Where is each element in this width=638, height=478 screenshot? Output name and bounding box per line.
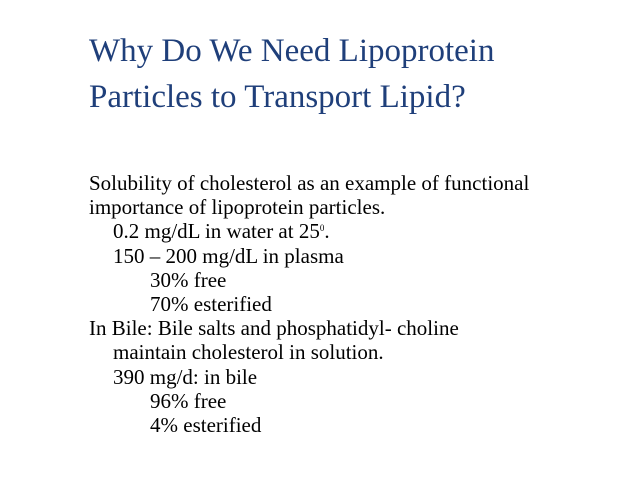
bile-amount-line: 390 mg/d: in bile xyxy=(113,364,258,389)
slide-body xyxy=(89,171,634,437)
bile-line-1: In Bile: Bile salts and phosphatidyl- choline xyxy=(89,316,459,341)
intro-line-2: importance of lipoprotein particles. xyxy=(89,195,386,220)
plasma-free-line: 30% free xyxy=(150,267,227,292)
intro-line-1: Solubility of cholesterol as an example of functional xyxy=(89,171,530,195)
water-solubility-text: 0.2 mg/dL in water at 25 xyxy=(113,219,320,244)
water-solubility-line xyxy=(89,219,634,243)
slide-title xyxy=(89,28,629,120)
bile-esterified-line: 4% esterified xyxy=(150,412,262,437)
degree-superscript: 0 xyxy=(319,223,325,234)
bile-free-line: 96% free xyxy=(150,388,227,413)
title-line-2: Particles to Transport Lipid? xyxy=(89,79,466,115)
water-solubility-suffix: . xyxy=(324,219,330,244)
plasma-esterified-line: 70% esterified xyxy=(150,291,272,316)
plasma-solubility-line: 150 – 200 mg/dL in plasma xyxy=(113,243,344,268)
title-line-1: Why Do We Need Lipoprotein xyxy=(89,33,495,69)
bile-line-2: maintain cholesterol in solution. xyxy=(113,340,384,365)
